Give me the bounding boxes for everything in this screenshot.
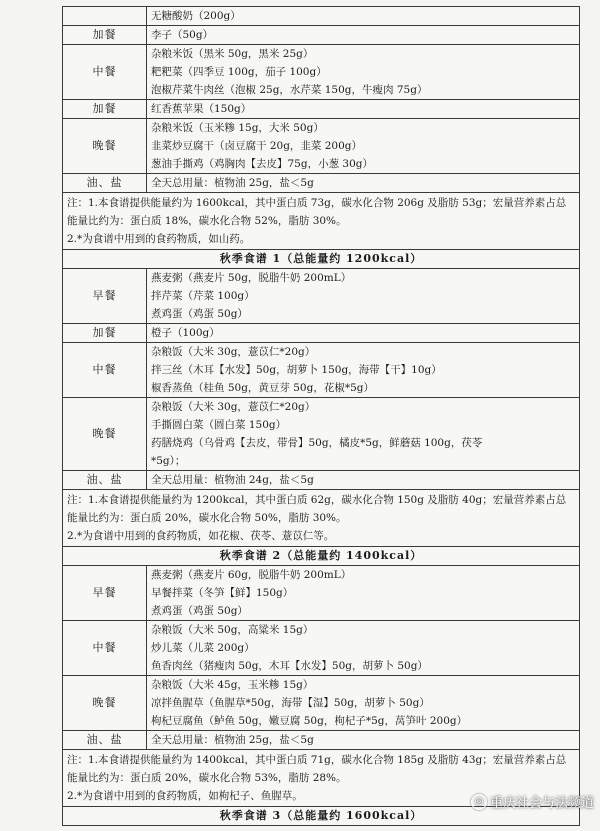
dish-line: 手撕圆白菜（圆白菜 150g） (151, 419, 287, 431)
dish-line: 枸杞豆腐鱼（鲈鱼 50g，嫩豆腐 50g，枸杞子*5g，莴笋叶 200g） (151, 715, 468, 727)
dish-line: 燕麦粥（燕麦片 50g，脱脂牛奶 200mL） (151, 272, 352, 284)
note-row (63, 193, 580, 250)
menu-note (63, 193, 580, 250)
section-title-row (63, 250, 580, 269)
meal-row (63, 343, 580, 398)
menu-table (62, 6, 580, 826)
meal-label: 中餐 (63, 621, 147, 676)
meal-row (63, 26, 580, 45)
section-title-row (63, 547, 580, 566)
meal-dishes (147, 621, 580, 676)
meal-label: 加餐 (63, 324, 147, 343)
dish-line: 李子（50g） (151, 29, 214, 41)
dish-line: 全天总用量：植物油 24g，盐＜5g (151, 474, 314, 486)
meal-dishes (147, 100, 580, 119)
dish-line: 杂粮饭（大米 45g，玉米糁 15g） (151, 679, 314, 691)
dish-line: 拌芹菜（芹菜 100g） (151, 290, 255, 302)
meal-dishes (147, 324, 580, 343)
meal-label: 中餐 (63, 343, 147, 398)
note-line: 2.*为食谱中用到的食药物质，如花椒、茯苓、薏苡仁等。 (67, 530, 335, 542)
meal-dishes (147, 174, 580, 193)
meal-dishes (147, 26, 580, 45)
watermark-text: 重庆社会与法频道 (489, 796, 594, 811)
meal-label: 早餐 (63, 269, 147, 324)
menu-section-title: 秋季食谱 1（总能量约 1200kcal） (63, 250, 580, 269)
meal-row (63, 566, 580, 621)
dish-line: 粑粑菜（四季豆 100g，茄子 100g） (151, 66, 327, 78)
meal-label: 晚餐 (63, 119, 147, 174)
dish-line: 鱼香肉丝（猪瘦肉 50g，木耳【水发】50g，胡萝卜 50g） (151, 660, 428, 672)
meal-label: 油、盐 (63, 174, 147, 193)
meal-row (63, 676, 580, 731)
meal-row (63, 100, 580, 119)
meal-dishes (147, 45, 580, 100)
dish-line: 杂粮饭（大米 50g，高粱米 15g） (151, 624, 314, 636)
meal-row (63, 269, 580, 324)
meal-row (63, 45, 580, 100)
menu-table-body (63, 7, 580, 826)
dish-line: 全天总用量：植物油 25g，盐＜5g (151, 177, 314, 189)
meal-row (63, 324, 580, 343)
meal-row (63, 119, 580, 174)
meal-dishes (147, 343, 580, 398)
dish-line: 凉拌鱼腥草（鱼腥草*50g，海带【湿】50g，胡萝卜 50g） (151, 697, 430, 709)
meal-label: 加餐 (63, 100, 147, 119)
dish-line: 早餐拌菜（冬笋【鲜】150g） (151, 587, 294, 599)
dish-line: 燕麦粥（燕麦片 60g，脱脂牛奶 200mL） (151, 569, 352, 581)
dish-line: 药膳烧鸡（乌骨鸡【去皮，带骨】50g，橘皮*5g，鲜蘑菇 100g，茯苓 (151, 437, 483, 449)
dish-line: 全天总用量：植物油 25g，盐＜5g (151, 734, 314, 746)
note-row (63, 490, 580, 547)
dish-line: 杂粮米饭（玉米糁 15g，大米 50g） (151, 122, 324, 134)
dish-line: 煮鸡蛋（鸡蛋 50g） (151, 308, 248, 320)
meal-row (63, 621, 580, 676)
dish-line: 杂粮饭（大米 30g，薏苡仁*20g） (151, 401, 316, 413)
dish-line: 橙子（100g） (151, 327, 220, 339)
meal-label: 早餐 (63, 566, 147, 621)
meal-row (63, 398, 580, 471)
note-line: 注：1.本食谱提供能量约为 1600kcal，其中蛋白质 73g，碳水化合物 206g 及脂肪 53g；宏量营养素占总能量比约为：蛋白质 18%，碳水化合物 52%，脂肪 30%。 (67, 197, 567, 227)
watermark (471, 792, 594, 811)
meal-dishes (147, 676, 580, 731)
note-line: 2.*为食谱中用到的食药物质，如枸杞子、鱼腥草。 (67, 790, 303, 802)
dish-line: 拌三丝（木耳【水发】50g，胡萝卜 150g，海带【干】10g） (151, 364, 442, 376)
dish-line: 无糖酸奶（200g） (151, 10, 241, 22)
dish-line: 红香蕉苹果（150g） (151, 103, 252, 115)
dish-line: 杂粮饭（大米 30g，薏苡仁*20g） (151, 346, 316, 358)
meal-row (63, 731, 580, 750)
meal-dishes (147, 269, 580, 324)
dish-line: *5g）； (151, 455, 186, 467)
meal-dishes (147, 119, 580, 174)
meal-dishes (147, 471, 580, 490)
meal-dishes (147, 566, 580, 621)
meal-label: 油、盐 (63, 731, 147, 750)
meal-dishes (147, 731, 580, 750)
meal-row (63, 471, 580, 490)
note-line: 注：1.本食谱提供能量约为 1400kcal，其中蛋白质 71g，碳水化合物 185g 及脂肪 43g；宏量营养素占总能量比约为：蛋白质 20%，碳水化合物 53%，脂肪 28%。 (67, 754, 567, 784)
note-line: 注：1.本食谱提供能量约为 1200kcal，其中蛋白质 62g，碳水化合物 150g 及脂肪 40g；宏量营养素占总能量比约为：蛋白质 20%，碳水化合物 50%，脂肪 30%。 (67, 494, 567, 524)
dish-line: 炒儿菜（儿菜 200g） (151, 642, 255, 654)
dish-line: 煮鸡蛋（鸡蛋 50g） (151, 605, 248, 617)
meal-label: 晚餐 (63, 676, 147, 731)
headset-icon: ◎ (471, 794, 487, 810)
menu-section-title: 秋季食谱 2（总能量约 1400kcal） (63, 547, 580, 566)
dish-line: 葱油手撕鸡（鸡胸肉【去皮】75g，小葱 30g） (151, 158, 374, 170)
menu-section-title: 秋季食谱 3（总能量约 1600kcal） (63, 807, 580, 826)
dish-line: 泡椒芹菜牛肉丝（泡椒 25g，水芹菜 150g，牛瘦肉 75g） (151, 84, 428, 96)
meal-row (63, 7, 580, 26)
dish-line: 韭菜炒豆腐干（卤豆腐干 20g，韭菜 200g） (151, 140, 363, 152)
meal-label: 晚餐 (63, 398, 147, 471)
dish-line: 杂粮米饭（黑米 50g，黑米 25g） (151, 48, 314, 60)
meal-dishes (147, 398, 580, 471)
meal-dishes (147, 7, 580, 26)
meal-label: 加餐 (63, 26, 147, 45)
meal-label (63, 7, 147, 26)
note-line: 2.*为食谱中用到的食药物质，如山药。 (67, 233, 251, 245)
meal-label: 中餐 (63, 45, 147, 100)
meal-row (63, 174, 580, 193)
menu-note (63, 490, 580, 547)
meal-label: 油、盐 (63, 471, 147, 490)
dish-line: 椒香蒸鱼（桂鱼 50g，黄豆芽 50g，花椒*5g） (151, 382, 374, 394)
